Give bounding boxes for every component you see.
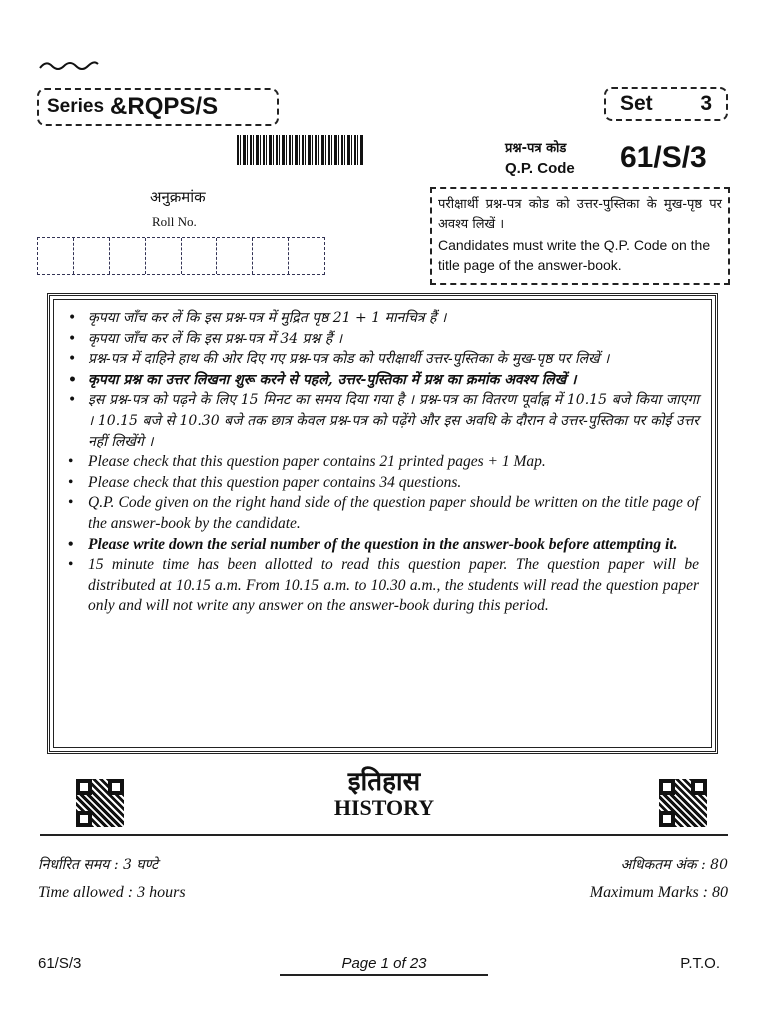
subject-title: HISTORY: [333, 795, 435, 820]
instructions-list: [66, 308, 699, 617]
roll-digit-box[interactable]: [74, 238, 110, 274]
footer-code: 61/S/3: [38, 955, 82, 972]
set-box: [604, 87, 728, 121]
instruction-item: • Please check that this question paper contains 21 printed pages + 1 Map.: [88, 452, 699, 473]
roll-digit-box[interactable]: [217, 238, 253, 274]
roll-label-hindi: अनुक्रमांक: [150, 188, 206, 206]
barcode: [237, 135, 363, 165]
instruction-item: • Q.P. Code given on the right hand side of the question paper should be written on the title page of the answer-book by the candidate.: [88, 493, 699, 534]
time-allowed: Time allowed : 3 hours: [38, 884, 186, 901]
set-number: 3: [700, 92, 712, 115]
instruction-item: • इस प्रश्न-पत्र को पढ़ने के लिए 15 मिनट का समय दिया गया है । प्रश्न-पत्र का वितरण पूर्वाह्न में 10.15 बजे किया जाएगा । 10.15 बजे से 10.30 बजे तक छात्र केवल प्रश्न-पत्र को पढ़ेंगे और इस अवधि के दौरान वे उत्तर-पुस्तिका पर कोई उत्तर नहीं लिखेंगे ।: [88, 390, 699, 452]
series-box: [37, 88, 279, 126]
roll-digit-box[interactable]: [253, 238, 289, 274]
qp-code: 61/S/3: [620, 141, 707, 174]
subject-title-hindi: इतिहास: [347, 767, 421, 797]
series-label: Series: [47, 96, 105, 117]
instruction-item: • 15 minute time has been allotted to read this question paper. The question paper will be distributed at 10.15 a.m. From 10.15 a.m. to 10.30 a.m., the students will read the question paper only and will not write any answer on the answer-book during this period.: [88, 555, 699, 617]
instruction-item: • कृपया प्रश्न का उत्तर लिखना शुरू करने से पहले, उत्तर-पुस्तिका में प्रश्न का क्रमांक अवश्य लिखें ।: [88, 370, 699, 391]
page-underline: [280, 974, 488, 976]
instruction-item: • Please write down the serial number of the question in the answer-book before attempting it.: [88, 535, 699, 556]
time-allowed-hindi: निर्धारित समय : 3 घण्टे: [38, 857, 159, 873]
instruction-item: • प्रश्न-पत्र में दाहिने हाथ की ओर दिए गए प्रश्न-पत्र कोड को परीक्षार्थी उत्तर-पुस्तिका के मुख-पृष्ठ पर लिखें ।: [88, 349, 699, 370]
board-logo-squiggle: [38, 58, 100, 74]
qp-code-notice: [430, 187, 730, 285]
roll-digit-box[interactable]: [38, 238, 74, 274]
maximum-marks: Maximum Marks : 80: [589, 884, 728, 901]
instruction-item: • कृपया जाँच कर लें कि इस प्रश्न-पत्र में 34 प्रश्न हैं ।: [88, 329, 699, 350]
divider: [40, 834, 728, 836]
roll-number-boxes[interactable]: [37, 237, 325, 275]
notice-english: Candidates must write the Q.P. Code on the title page of the answer-book.: [438, 237, 711, 273]
set-label: Set: [620, 92, 653, 115]
qp-code-label-hindi: प्रश्न-पत्र कोड: [505, 141, 567, 156]
instruction-item: • Please check that this question paper contains 34 questions.: [88, 473, 699, 494]
qp-code-label: Q.P. Code: [505, 160, 575, 177]
pto-label: P.T.O.: [680, 955, 720, 972]
instructions-frame: [47, 293, 718, 754]
maximum-marks-hindi: अधिकतम अंक : 80: [620, 857, 728, 873]
roll-digit-box[interactable]: [110, 238, 146, 274]
page-number: Page 1 of 23: [341, 955, 427, 972]
notice-hindi: परीक्षार्थी प्रश्न-पत्र कोड को उत्तर-पुस्तिका के मुख-पृष्ठ पर अवश्य लिखें ।: [438, 197, 722, 232]
instruction-item: • कृपया जाँच कर लें कि इस प्रश्न-पत्र में मुद्रित पृष्ठ 21 + 1 मानचित्र हैं ।: [88, 308, 699, 329]
roll-digit-box[interactable]: [289, 238, 324, 274]
roll-label: Roll No.: [152, 214, 197, 229]
roll-digit-box[interactable]: [146, 238, 182, 274]
series-code: &RQPS/S: [110, 93, 219, 120]
roll-digit-box[interactable]: [182, 238, 218, 274]
